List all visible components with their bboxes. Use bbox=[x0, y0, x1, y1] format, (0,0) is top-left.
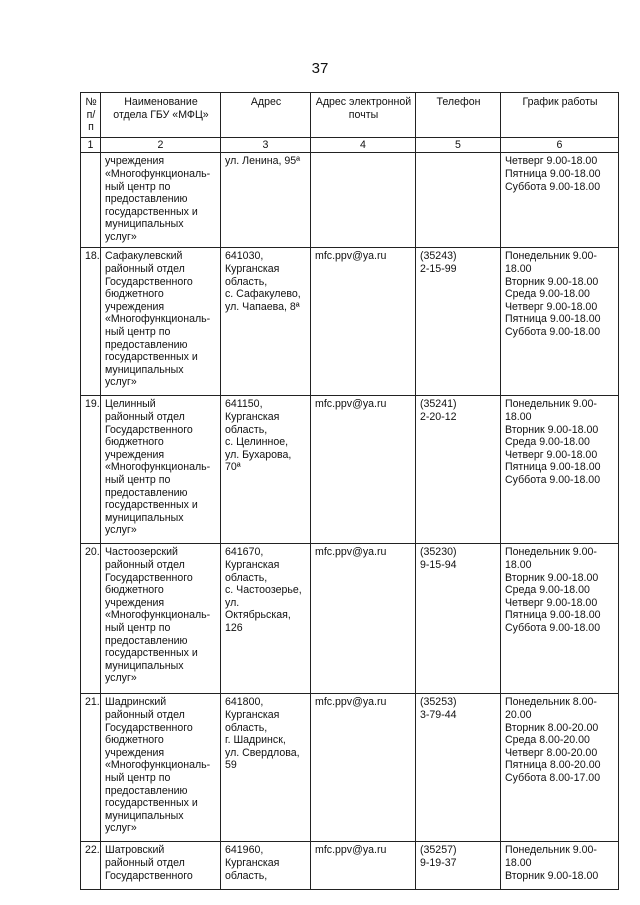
office-name: Целинный районный отдел Государственного бюджетного учреждения «Многофункциональ- ный центр по предоставлению государственных и муниципальных услуг» bbox=[101, 396, 221, 544]
office-name: Шатровский районный отдел Государственного bbox=[101, 842, 221, 890]
row-number: 22. bbox=[81, 842, 101, 890]
office-schedule: Понедельник 9.00- 18.00 Вторник 9.00-18.00 Среда 9.00-18.00 Четверг 9.00-18.00 Пятница 9.00-18.00 Суббота 9.00-18.00 bbox=[501, 248, 619, 396]
row-number bbox=[81, 153, 101, 248]
table-header-row bbox=[81, 93, 619, 138]
office-phone: (35230) 9-15-94 bbox=[416, 544, 501, 694]
column-number: 3 bbox=[221, 137, 311, 153]
column-number: 6 bbox=[501, 137, 619, 153]
table-row bbox=[81, 544, 619, 694]
office-address: 641960, Курганская область, bbox=[221, 842, 311, 890]
header-phone: Телефон bbox=[416, 93, 501, 138]
office-schedule: Понедельник 9.00- 18.00 Вторник 9.00-18.00 bbox=[501, 842, 619, 890]
column-number: 4 bbox=[311, 137, 416, 153]
office-address: 641150, Курганская область, с. Целинное, ул. Бухарова, 70ª bbox=[221, 396, 311, 544]
office-email: mfc.ppv@ya.ru bbox=[311, 248, 416, 396]
office-address: 641800, Курганская область, г. Шадринск, ул. Свердлова, 59 bbox=[221, 694, 311, 842]
office-phone: (35241) 2-20-12 bbox=[416, 396, 501, 544]
office-phone: (35243) 2-15-99 bbox=[416, 248, 501, 396]
row-number: 21. bbox=[81, 694, 101, 842]
office-email: mfc.ppv@ya.ru bbox=[311, 396, 416, 544]
row-number: 18. bbox=[81, 248, 101, 396]
office-schedule: Понедельник 9.00- 18.00 Вторник 9.00-18.00 Среда 9.00-18.00 Четверг 9.00-18.00 Пятница 9.00-18.00 Суббота 9.00-18.00 bbox=[501, 544, 619, 694]
header-name: Наименование отдела ГБУ «МФЦ» bbox=[101, 93, 221, 138]
column-number: 2 bbox=[101, 137, 221, 153]
office-schedule: Понедельник 8.00- 20.00 Вторник 8.00-20.00 Среда 8.00-20.00 Четверг 8.00-20.00 Пятница 8.00-20.00 Суббота 8.00-17.00 bbox=[501, 694, 619, 842]
column-number: 1 bbox=[81, 137, 101, 153]
office-schedule: Понедельник 9.00- 18.00 Вторник 9.00-18.00 Среда 9.00-18.00 Четверг 9.00-18.00 Пятница 9.00-18.00 Суббота 9.00-18.00 bbox=[501, 396, 619, 544]
office-phone bbox=[416, 153, 501, 248]
mfc-offices-table bbox=[80, 92, 619, 890]
office-email bbox=[311, 153, 416, 248]
office-name: Частоозерский районный отдел Государственного бюджетного учреждения «Многофункциональ- ный центр по предоставлению государственных и муниципальных услуг» bbox=[101, 544, 221, 694]
header-email: Адрес электронной почты bbox=[311, 93, 416, 138]
header-number: № п/п bbox=[81, 93, 101, 138]
table-row bbox=[81, 842, 619, 890]
office-email: mfc.ppv@ya.ru bbox=[311, 694, 416, 842]
office-address: ул. Ленина, 95ª bbox=[221, 153, 311, 248]
office-phone: (35257) 9-19-37 bbox=[416, 842, 501, 890]
office-address: 641030, Курганская область, с. Сафакулево, ул. Чапаева, 8ª bbox=[221, 248, 311, 396]
office-name: учреждения «Многофункциональ- ный центр по предоставлению государственных и муниципальных услуг» bbox=[101, 153, 221, 248]
row-number: 19. bbox=[81, 396, 101, 544]
office-email: mfc.ppv@ya.ru bbox=[311, 842, 416, 890]
office-name: Сафакулевский районный отдел Государственного бюджетного учреждения «Многофункциональ- ный центр по предоставлению государственных и муниципальных услуг» bbox=[101, 248, 221, 396]
table-row bbox=[81, 153, 619, 248]
office-email: mfc.ppv@ya.ru bbox=[311, 544, 416, 694]
header-address: Адрес bbox=[221, 93, 311, 138]
column-number: 5 bbox=[416, 137, 501, 153]
table-row bbox=[81, 396, 619, 544]
office-phone: (35253) 3-79-44 bbox=[416, 694, 501, 842]
office-schedule: Четверг 9.00-18.00 Пятница 9.00-18.00 Суббота 9.00-18.00 bbox=[501, 153, 619, 248]
column-number-row bbox=[81, 137, 619, 153]
office-name: Шадринский районный отдел Государственного бюджетного учреждения «Многофункциональ- ный центр по предоставлению государственных и муниципальных услуг» bbox=[101, 694, 221, 842]
table-row bbox=[81, 694, 619, 842]
table-row bbox=[81, 248, 619, 396]
page-number: 37 bbox=[311, 60, 329, 77]
header-schedule: График работы bbox=[501, 93, 619, 138]
office-address: 641670, Курганская область, с. Частоозерье, ул. Октябрьская, 126 bbox=[221, 544, 311, 694]
row-number: 20. bbox=[81, 544, 101, 694]
